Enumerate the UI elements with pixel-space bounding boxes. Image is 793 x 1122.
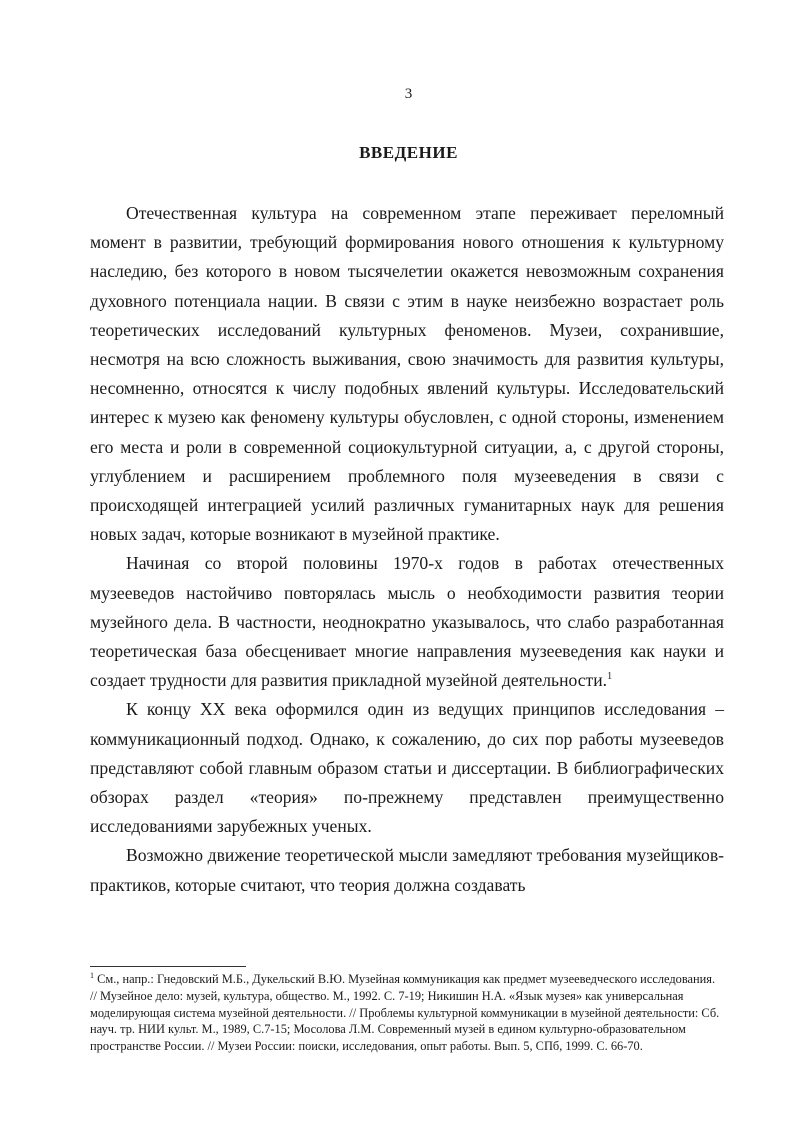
paragraph-4: Возможно движение теоретической мысли замедляют требования музейщиков-практиков, которые считают, что теория должна создавать bbox=[90, 845, 724, 895]
body-text bbox=[90, 199, 724, 900]
paragraph-2 bbox=[90, 549, 724, 695]
section-title: ВВЕДЕНИЕ bbox=[359, 143, 458, 162]
footnote-marker: 1 bbox=[90, 970, 94, 980]
footnote-divider bbox=[90, 966, 246, 967]
footnote-reference[interactable]: 1 bbox=[607, 671, 613, 683]
footnote bbox=[90, 971, 724, 1055]
footnote-text: См., напр.: Гнедовский М.Б., Дукельский В.Ю. Музейная коммуникация как предмет музееведческого исследования. // Музейное дело: музей, культура, общество. М., 1992. С. 7-19; Никишин Н.А. «Язык музея» как универсальная моделирующая система музейной деятельности. // Проблемы культурной коммуникации в музейной деятельности: Сб. науч. тр. НИИ культ. М., 1989, С.7-15; Мосолова Л.М. Современный музей в едином культурно-образовательном пространстве России. // Музеи России: поиски, исследования, опыт работы. Вып. 5, СПб, 1999. С. 66-70. bbox=[90, 972, 720, 1054]
page-number: 3 bbox=[404, 86, 413, 102]
paragraph-1: Отечественная культура на современном этапе переживает переломный момент в развитии, требующий формирования нового отношения к культурному наследию, без которого в новом тысячелетии окажется невозможным сохранения духовного потенциала нации. В связи с этим в науке неизбежно возрастает роль теоретических исследований культурных феноменов. Музеи, сохранившие, несмотря на всю сложность выживания, свою значимость для развития культуры, несомненно, относятся к числу подобных явлений культуры. Исследовательский интерес к музею как феномену культуры обусловлен, с одной стороны, изменением его места и роли в современной социокультурной ситуации, а, с другой стороны, углублением и расширением проблемного поля музееведения в связи с происходящей интеграцией усилий различных гуманитарных наук для решения новых задач, которые возникают в музейной практике. bbox=[90, 203, 724, 545]
paragraph-2-text: Начиная со второй половины 1970-х годов в работах отечественных музееведов настойчиво повторялась мысль о необходимости развития теории музейного дела. В частности, неоднократно указывалось, что слабо разработанная теоретическая база обесценивает многие направления музееведения как науки и создает трудности для развития прикладной музейной деятельности. bbox=[90, 553, 724, 691]
paragraph-3: К концу XX века оформился один из ведущих принципов исследования – коммуникационный подход. Однако, к сожалению, до сих пор работы музееведов представляют собой главным образом статьи и диссертации. В библиографических обзорах раздел «теория» по-прежнему представлен преимущественно исследованиями зарубежных ученых. bbox=[90, 699, 724, 837]
